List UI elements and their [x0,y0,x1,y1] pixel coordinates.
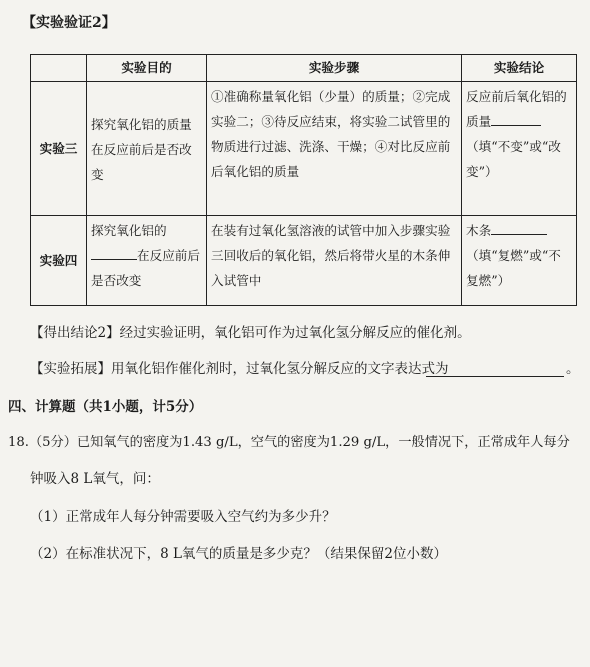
conclusion-hint: （填“不变”或“改变”） [466,139,561,179]
section-header: 【实验验证2】 [22,15,116,31]
table-row [31,216,577,306]
q18-sub2: （2）在标准状况下，8 L氧气的质量是多少克？（结果保留2位小数） [30,546,448,562]
purpose-prefix: 探究氧化铝的 [91,223,167,238]
conclusion-2: 【得出结论2】经过实验证明，氧化铝可作为过氧化氢分解反应的催化剂。 [30,325,471,341]
q18-sub1: （1）正常成年人每分钟需要吸入空气约为多少升？ [30,509,336,525]
conclusion-text [466,84,572,134]
purpose-suffix: 在反应前后是否改变 [91,248,200,288]
extension-text: 【实验拓展】用氧化铝作催化剂时，过氧化氢分解反应的文字表达式为 [30,361,449,377]
section4-title: 四、计算题（共1小题，计5分） [8,399,203,415]
experiment-table [30,54,577,306]
header-cell-empty [31,55,87,82]
row-label-exp3: 实验三 [31,82,87,216]
cell-purpose-exp3 [87,82,207,216]
purpose-text: 探究氧化铝的质量在反应前后是否改变 [91,117,192,182]
table-row [31,82,577,216]
purpose-line2 [91,243,202,293]
cell-conclusion-exp3 [462,82,577,216]
conclusion-text [466,218,572,243]
answer-blank[interactable] [91,259,137,260]
table-header-row [31,55,577,82]
cell-conclusion-exp4 [462,216,577,306]
answer-blank[interactable] [491,125,541,126]
steps-text: 在装有过氧化氢溶液的试管中加入步骤实验三回收后的氧化铝，然后将带火星的木条伸入试管中 [211,223,451,288]
conclusion-hint: （填“复燃”或“不复燃”） [466,248,561,288]
q18-line2: 钟吸入8 L氧气，问： [30,471,160,487]
cell-steps-exp3 [207,82,462,216]
cell-purpose-exp4 [87,216,207,306]
row-label-exp4: 实验四 [31,216,87,306]
steps-text: ①准确称量氧化铝（少量）的质量；②完成实验二；③待反应结束，将实验二试管里的物质进行过滤、洗涤、干燥；④对比反应前后氧化铝的质量 [211,89,451,179]
q18-line1: 18.（5分）已知氧气的密度为1.43 g/L，空气的密度为1.29 g/L，一般情况下，正常成年人每分 [8,435,570,450]
conclusion-prefix: 反应前后氧化铝的质量 [466,89,567,129]
conclusion-prefix: 木条 [466,223,492,238]
extension-answer-blank[interactable] [426,376,564,377]
header-cell-purpose: 实验目的 [87,55,207,82]
answer-blank[interactable] [491,234,547,235]
cell-steps-exp4 [207,216,462,306]
header-cell-steps: 实验步骤 [207,55,462,82]
extension-end: 。 [566,361,580,377]
header-cell-conclusion: 实验结论 [462,55,577,82]
